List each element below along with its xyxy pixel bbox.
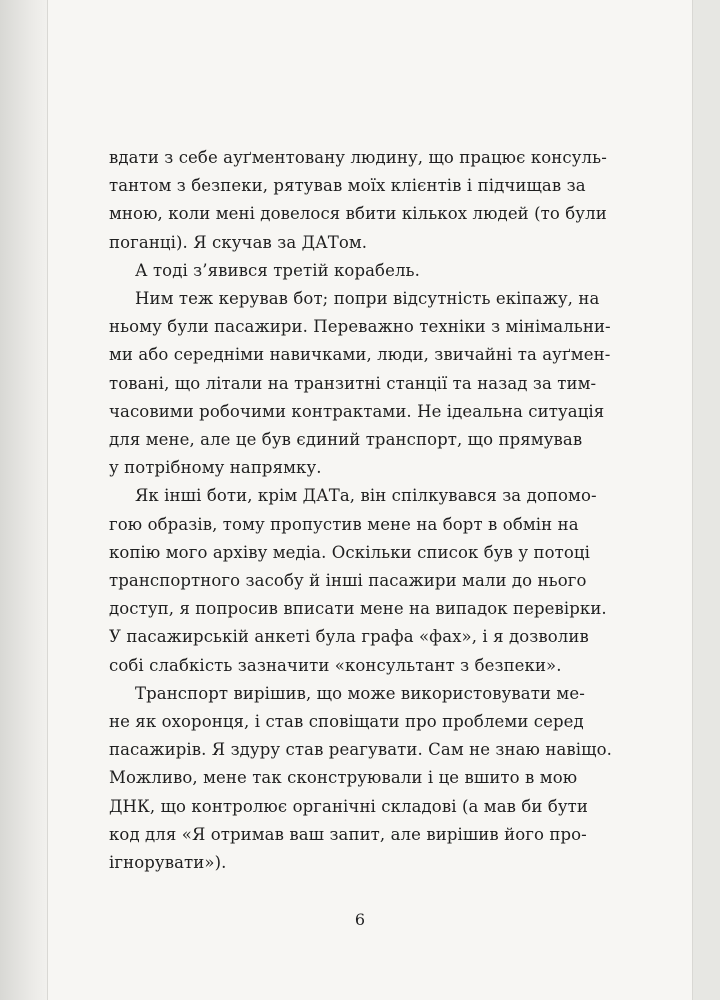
text-line: ігнорувати»).	[109, 853, 227, 873]
text-line: Можливо, мене так сконструювали і це вшито в мою	[109, 768, 578, 788]
text-line: транспортного засобу й інші пасажири мали до нього	[109, 571, 587, 591]
text-line: копію мого архіву медіа. Оскільки список був у потоці	[109, 542, 590, 562]
text-line: У пасажирській анкеті була графа «фах», і я дозволив	[109, 627, 589, 647]
text-line: мною, коли мені довелося вбити кількох людей (то були	[109, 204, 607, 224]
text-line: поганці). Я скучав за ДАТом.	[109, 232, 368, 252]
text-line: гою образів, тому пропустив мене на борт в обмін на	[109, 514, 579, 534]
paragraph-start-line: Як інші боти, крім ДАТа, він спілкувався за допомо-	[135, 486, 597, 506]
text-line: ДНК, що контролює органічні складові (а мав би бути	[109, 796, 589, 816]
text-line: ньому були пасажири. Переважно техніки з мінімальни-	[109, 317, 611, 337]
text-line: тантом з безпеки, рятував моїх клієнтів і підчищав за	[109, 176, 586, 196]
text-line: вдати з себе ауґментовану людину, що працює консуль-	[109, 148, 607, 167]
paragraph-start-line: Ним теж керував бот; попри відсутність екіпажу, на	[135, 289, 600, 309]
text-line: товані, що літали на транзитні станції та назад за тим-	[109, 373, 597, 393]
page-edge	[0, 0, 48, 1000]
text-line: для мене, але це був єдиний транспорт, що прямував	[109, 430, 583, 450]
page-number: 6	[354, 910, 366, 929]
text-line: пасажирів. Я здуру став реагувати. Сам не знаю навіщо.	[109, 740, 612, 760]
text-line: не як охоронця, і став сповіщати про проблеми серед	[109, 712, 584, 732]
text-line: ми або середніми навичками, люди, звичайні та ауґмен-	[109, 345, 611, 365]
body-text	[109, 144, 612, 877]
text-line: у потрібному напрямку.	[109, 458, 322, 478]
text-line: код для «Я отримав ваш запит, але вирішив його про-	[109, 824, 587, 844]
paragraph-start-line: А тоді з’явився третій корабель.	[135, 260, 420, 280]
text-line: собі слабкість зазначити «консультант з безпеки».	[109, 655, 562, 675]
text-line: доступ, я попросив вписати мене на випадок перевірки.	[109, 599, 607, 619]
text-line: часовими робочими контрактами. Не ідеальна ситуація	[109, 401, 605, 421]
paragraph-start-line: Транспорт вирішив, що може використовувати ме-	[135, 683, 585, 703]
